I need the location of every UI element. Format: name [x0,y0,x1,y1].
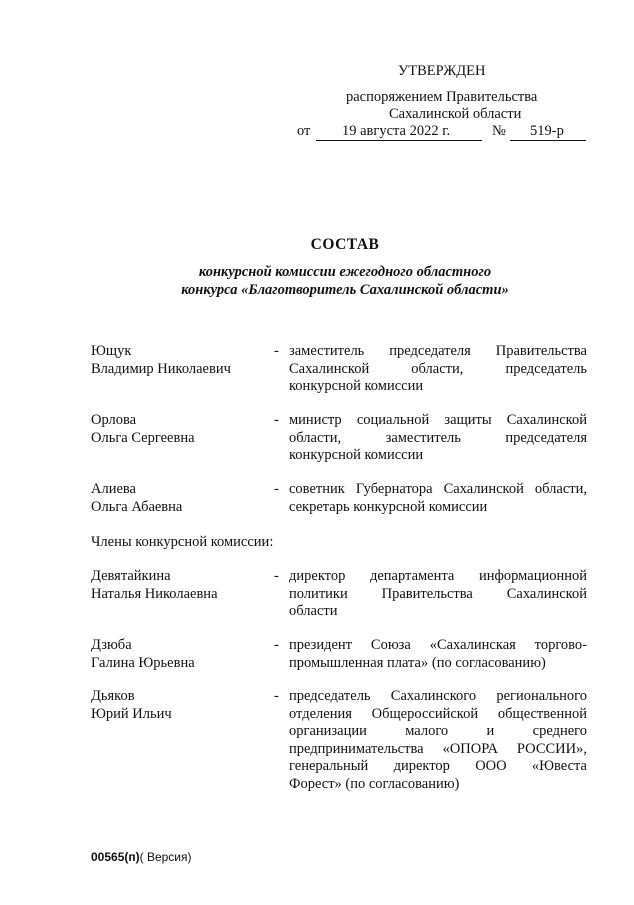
document-title: СОСТАВ [310,236,380,253]
member-surname: Девятайкина [91,568,171,584]
member-given-name: Галина Юрьевна [91,654,195,671]
decree-date-line [290,123,590,141]
position-line: президент Союза «Сахалинская торгово- [289,637,587,653]
member-name [91,343,271,378]
position-line: заместитель председателя Правительства [289,343,587,359]
member-dash: - [274,412,279,428]
number-label: № [492,123,506,139]
member-given-name: Ольга Сергеевна [91,429,195,446]
member-name [91,481,271,516]
position-line: председатель Сахалинского регионального [289,688,587,704]
document-subtitle [90,263,600,299]
document-footer [91,850,192,864]
approved-stamp-text: УТВЕРЖДЕН [398,63,486,79]
decree-line-1: распоряжением Правительства [346,89,538,105]
member-dash: - [274,688,279,704]
member-given-name: Юрий Ильич [91,705,172,722]
member-dash: - [274,568,279,584]
member-position [289,412,587,465]
member-surname: Дзюба [91,637,132,653]
position-line: предпринимательства «ОПОРА РОССИИ», [289,740,587,757]
member-position [289,481,587,516]
member-name [91,637,271,672]
position-line: секретарь конкурсной комиссии [289,498,488,515]
member-surname: Дьяков [91,688,135,704]
decree-date: 19 августа 2022 г. [342,123,451,139]
document-version: ( Версия) [139,850,192,864]
position-line: Форест» (по согласованию) [289,775,460,792]
document-heading [90,236,600,299]
document-code: 00565(п) [91,850,140,864]
position-line: министр социальной защиты Сахалинской [289,412,587,428]
position-line: конкурсной комиссии [289,378,424,394]
position-line: генеральный директор ООО «Ювеста [289,758,587,774]
position-line: конкурсной комиссии [289,447,424,463]
members-section-title: Члены конкурсной комиссии: [91,534,274,550]
position-line: области, заместитель председателя [289,429,587,446]
member-position [289,688,587,793]
subtitle-line-2: конкурса «Благотворитель Сахалинской области» [181,282,509,298]
member-dash: - [274,637,279,653]
member-position [289,568,587,621]
member-position [289,637,587,672]
decree-line-2: Сахалинской области [389,106,522,122]
subtitle-line-1: конкурсной комиссии ежегодного областного [198,264,492,280]
decree-reference [346,89,546,123]
from-label: от [297,123,311,139]
decree-number: 519-р [530,123,564,139]
position-line: промышленная плата» (по согласованию) [289,654,546,671]
member-name [91,568,271,603]
member-given-name: Ольга Абаевна [91,498,183,515]
member-given-name: Наталья Николаевна [91,585,218,602]
member-surname: Алиева [91,481,136,497]
position-line: политики Правительства Сахалинской [289,585,587,602]
position-line: области [289,603,338,619]
member-surname: Ющук [91,343,132,359]
member-position [289,343,587,396]
member-dash: - [274,481,279,497]
position-line: отделения Общероссийской общественной [289,705,587,722]
number-underline [510,140,586,141]
member-name [91,412,271,447]
position-line: организации малого и среднего [289,723,587,739]
date-underline [316,140,482,141]
position-line: Сахалинской области, председатель [289,360,587,377]
member-given-name: Владимир Николаевич [91,360,231,377]
member-name [91,688,271,723]
member-surname: Орлова [91,412,137,428]
position-line: советник Губернатора Сахалинской области, [289,481,587,497]
member-dash: - [274,343,279,359]
position-line: директор департамента информационной [289,568,587,584]
